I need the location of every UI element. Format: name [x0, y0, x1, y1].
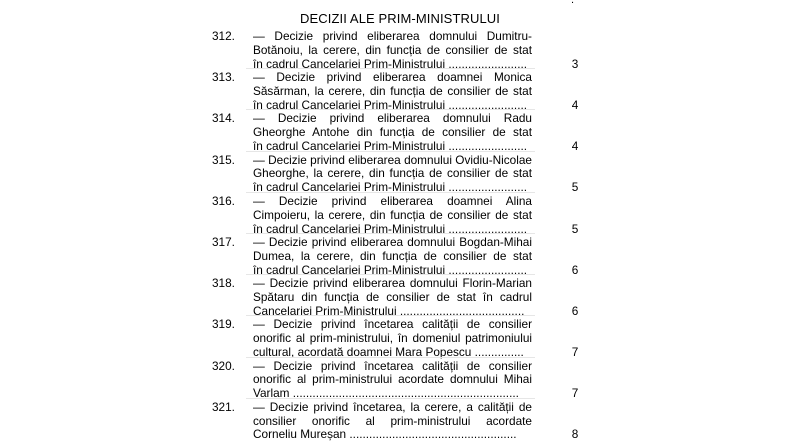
toc-entry-317[interactable]: [0, 235, 789, 276]
entry-number: 312.: [212, 29, 235, 43]
entry-page-number: 4: [571, 97, 579, 112]
entry-number: 321.: [212, 399, 235, 414]
toc-entry-316[interactable]: [0, 194, 789, 235]
entry-line: Botănoiu, la cerere, din funcția de consilier de stat: [253, 43, 532, 57]
entry-number: 317.: [212, 234, 235, 249]
entry-line: Cimpoieru, la cerere, din funcția de consilier de stat: [253, 208, 532, 222]
entry-title: [253, 360, 532, 402]
entry-line: — Decizie privind eliberarea domnului Ovidiu-Nicolae: [253, 153, 532, 167]
entry-page-number: 3: [571, 56, 579, 71]
entry-number: 313.: [212, 70, 235, 85]
entry-line: onorific al prim-ministrului, în domeniul patrimoniului: [253, 332, 532, 346]
entry-line: în cadrul Cancelariei Prim-Ministrului ........................: [253, 263, 528, 277]
toc-entry-321[interactable]: [0, 400, 789, 441]
entry-title: [253, 195, 532, 237]
entry-number: 314.: [212, 111, 235, 126]
entry-line: Spătaru din funcția de consilier de stat în cadrul: [253, 291, 532, 305]
section-title: DECIZII ALE PRIM-MINISTRULUI: [300, 11, 500, 26]
entry-number: 316.: [212, 193, 235, 208]
entry-title: [253, 71, 532, 113]
entry-title: [253, 30, 532, 72]
entry-line: Dumea, la cerere, din funcția de consilier de stat: [253, 249, 532, 263]
entry-line: — Decizie privind eliberarea doamnei Monica: [253, 71, 532, 85]
divider: [246, 151, 535, 152]
entry-number: 320.: [212, 358, 235, 373]
entry-line: în cadrul Cancelariei Prim-Ministrului ........................: [253, 57, 528, 71]
divider: [246, 68, 535, 69]
entry-line: Gheorghe Antohe din funcția de consilier de stat: [253, 126, 532, 140]
entry-line: — Decizie privind eliberarea domnului Bogdan-Mihai: [253, 235, 532, 249]
entry-line: cultural, acordată doamnei Mara Popescu ...............: [253, 346, 524, 360]
entry-number: 319.: [212, 317, 235, 332]
entry-title: [253, 277, 532, 319]
entry-title: [253, 401, 532, 443]
entry-line: în cadrul Cancelariei Prim-Ministrului ........................: [253, 140, 528, 154]
entry-page-number: 5: [571, 221, 579, 236]
entry-line: Gheorghe, la cerere, din funcția de consilier de stat: [253, 167, 532, 181]
entry-title: [253, 236, 532, 278]
entry-page-number: 7: [571, 386, 579, 401]
entry-number: 315.: [212, 152, 235, 167]
entry-page-number: 5: [571, 180, 579, 195]
entry-line: — Decizie privind eliberarea doamnei Alina: [253, 194, 532, 208]
toc-entry-315[interactable]: [0, 153, 789, 194]
toc-entry-320[interactable]: [0, 359, 789, 400]
entry-line: Corneliu Mureșan ...................................................: [253, 428, 517, 442]
toc-entry-312[interactable]: [0, 29, 789, 70]
entry-line: — Decizie privind încetarea calității de consilier: [253, 359, 532, 373]
divider: [246, 233, 535, 234]
entry-title: [253, 318, 532, 360]
entry-line: — Decizie privind eliberarea domnului Dumitru-: [253, 30, 532, 43]
entry-page-number: 8: [571, 427, 579, 442]
divider: [246, 357, 535, 358]
entry-number: 318.: [212, 276, 235, 291]
entry-line: în cadrul Cancelariei Prim-Ministrului ........................: [253, 98, 528, 112]
entry-line: — Decizie privind încetarea, la cerere, a calității de: [253, 400, 532, 414]
entry-page-number: 7: [571, 345, 579, 360]
divider: [246, 109, 535, 110]
table-of-contents: [0, 29, 789, 441]
toc-entry-313[interactable]: [0, 70, 789, 111]
divider: [246, 315, 535, 316]
entry-line: în cadrul Cancelariei Prim-Ministrului ........................: [253, 222, 528, 236]
previous-page-mark: .: [571, 0, 575, 6]
entry-title: [253, 154, 532, 196]
entry-line: — Decizie privind încetarea calității de consilier: [253, 318, 532, 332]
entry-line: Varlam .....................................................................: [253, 387, 519, 401]
toc-entry-319[interactable]: [0, 317, 789, 358]
entry-page-number: 4: [571, 139, 579, 154]
entry-line: — Decizie privind eliberarea domnului Radu: [253, 112, 532, 126]
divider: [246, 398, 535, 399]
entry-line: Cancelariei Prim-Ministrului ......................................: [253, 304, 525, 318]
entry-line: — Decizie privind eliberarea domnului Florin-Marian: [253, 277, 532, 291]
divider: [246, 274, 535, 275]
entry-title: [253, 112, 532, 154]
entry-page-number: 6: [571, 303, 579, 318]
divider: [246, 192, 535, 193]
entry-line: Săsărman, la cerere, din funcția de consilier de stat: [253, 85, 532, 99]
toc-entry-318[interactable]: [0, 276, 789, 317]
entry-line: în cadrul Cancelariei Prim-Ministrului ........................: [253, 181, 528, 195]
toc-entry-314[interactable]: [0, 111, 789, 152]
entry-line: consilier onorific al prim-ministrului acordate: [253, 414, 532, 428]
entry-line: onorific al prim-ministrului acordate domnului Mihai: [253, 373, 532, 387]
entry-page-number: 6: [571, 262, 579, 277]
